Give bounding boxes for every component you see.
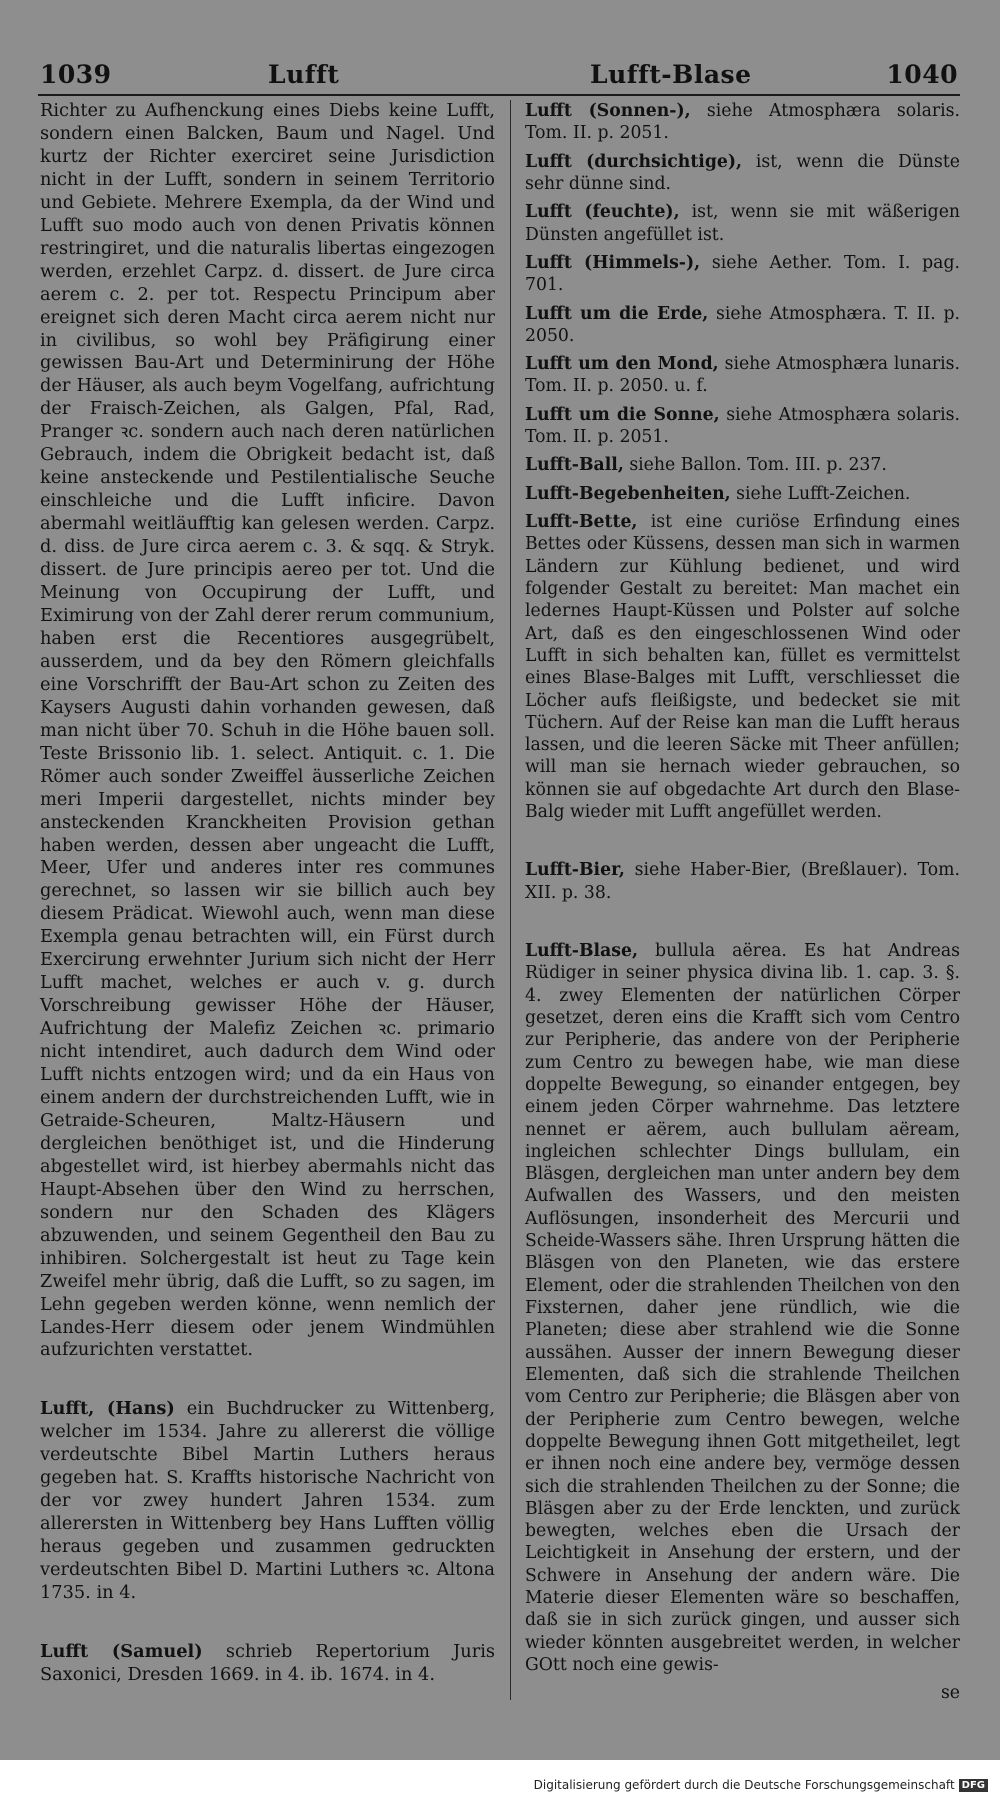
entry-um-die-erde [525,303,960,348]
entry-himmels [525,252,960,297]
entry-text: siehe Haber-Bier, (Breßlauer). Tom. XII. p. 38. [525,860,961,903]
entry-text: siehe Atmosphæra solaris. Tom. II. p. 2051. [525,101,961,144]
entry-text: ist, wenn die Dünste sehr dünne sind. [525,151,960,194]
entry-lemma: Lufft (Sonnen-), [525,101,691,121]
left-column [40,100,495,1687]
entry-lemma: Lufft-Ball, [525,455,624,476]
entry-text: siehe Atmosphæra. T. II. p. 2050. [525,303,961,346]
entry-lufft-samuel [40,1641,495,1687]
entry-text: siehe Atmosphæra lunaris. Tom. II. p. 2050. u. f. [525,354,961,397]
entry-text: bullula aërea. Es hat Andreas Rüdiger in seiner physica divina lib. 1. cap. 3. §. 4. zwey Elementen der natürlichen Cörper gesetzet, deren eins die Krafft sich vom Centro zur Peripherie, das andere von der Peripherie zum Centro zu bewegen habe, wie man diese doppelte Bewegung, so einander entgegen, bey einem jeden Cörper wahrnehme. Das letztere nennet er aërem, auch bullulam aëream, ingleichen schlechter Dings bullulam, ein Bläsgen, dergleichen man unter andern bey dem Aufwallen des Wassers, und den meisten Auflösungen, insonderheit des Mercurii und Scheide-Wassers sähe. Ihren Ursprung hätten die Bläsgen von den Planeten, wie das erstere Element, oder die strahlenden Theilchen von den Fixsternen, daher jene ründlich, wie die Planeten; diese aber strahlend wie die Sonne aussähen. Ausser der innern Bewegung dieser Elementen, daß sich die strahlende Theilchen vom Centro zur Peripherie; die Bläsgen aber von der Peripherie zum Centro bewegen, welche doppelte Bewegung ihnen Gott mitgetheilet, legt er ihnen noch eine andere bey, vermöge dessen sich die strahlenden Theilchen zu der Sonne; die Bläsgen aber zu der Erde lenckten, und zurück bewegten, welches eben die Ursach der Leichtigkeit in Ansehung der erstern, und der Schwere in Ansehung der andern wäre. Die Materie dieser Elementen wäre so beschaffen, daß sie in sich zurück gingen, und ausser sich wieder könnten ausgebreitet werden, in welcher GOtt noch eine gewis- [525,941,961,1675]
entry-text: schrieb Repertorium Juris Saxonici, Dresden 1669. in 4. ib. 1674. in 4. [40,1642,495,1685]
entry-begebenheiten [525,483,960,505]
entry-text: siehe Aether. Tom. I. pag. 701. [525,252,960,296]
entry-um-den-mond [525,353,960,398]
entry-lemma: Lufft-Bier, [525,860,625,881]
left-page-number: 1039 [40,60,112,89]
entry-lemma: Lufft (durchsichtige), [525,151,743,172]
entry-lemma: Lufft, (Hans) [40,1398,175,1420]
entry-lemma: Lufft um die Erde, [525,303,709,324]
right-page-number: 1040 [886,60,958,89]
left-running-title: Lufft [268,60,340,89]
entry-text: siehe Ballon. Tom. III. p. 237. [629,455,887,476]
entry-lemma: Lufft-Blase, [525,941,638,961]
catchword: se [940,1683,960,1704]
entry-lemma: Lufft um den Mond, [525,354,719,375]
entry-um-die-sonne [525,404,960,449]
entry-sonnen [525,100,960,145]
entry-lemma: Lufft um die Sonne, [525,404,720,425]
entry-text: siehe Atmosphæra solaris. Tom. II. p. 2051. [525,404,960,448]
column-divider [510,100,511,1700]
entry-text: ist, wenn sie mit wäßerigen Dünsten angefüllet ist. [525,202,961,245]
entry-text: ein Buchdrucker zu Wittenberg, welcher im 1534. Jahre zu allererst die völlige verdeutschte Bibel Martin Luthers heraus gegeben hat. S. Kraffts historische Nachricht von der vor zwey hundert Jahren 1534. zum allerersten in Wittenberg bey Hans Lufften völlig heraus gegeben und zusammen gedruckten verdeutschten Bibel D. Martini Luthers ꝛc. Altona 1735. in 4. [40,1399,495,1604]
entry-blase [525,940,960,1676]
entry-lemma: Lufft (feuchte), [525,202,680,223]
credit-text: Digitalisierung gefördert durch die Deutsche Forschungsgemeinschaft [533,1778,955,1792]
entry-ball [525,454,960,476]
entry-text: siehe Lufft-Zeichen. [736,483,911,504]
entry-lemma: Lufft (Samuel) [40,1641,203,1662]
entry-lufft-hans [40,1398,495,1605]
entry-durchsichtige [525,151,960,196]
entry-bette [525,511,960,823]
dfg-logo: DFG [959,1779,988,1792]
entry-lemma: Lufft-Begebenheiten, [525,483,731,504]
right-column [525,100,960,1705]
entry-feuchte [525,201,960,246]
header-rule [38,94,960,96]
entry-lemma: Lufft (Himmels-), [525,252,701,273]
entry-bier [525,859,960,904]
continued-paragraph: Richter zu Aufhenckung eines Diebs keine Lufft, sondern einen Balcken, Baum und Nagel. Und kurtz der Richter exerciret seine Jurisdiction nicht in der Lufft, sondern in seinem Territorio und Gebiete. Mehrere Exempla, da der Wind und Lufft suo modo auch von denen Privatis können restringiret, und die naturalis libertas eingezogen werden, erzehlet Carpz. d. dissert. de Jure circa aerem c. 2. per tot. Respectu Principum aber ereignet sich deren Macht circa aerem nicht nur in civilibus, so wohl bey Präfigirung einer gewissen Bau-Art und Determinirung der Höhe der Häuser, als auch beym Vogelfang, aufrichtung der Fraisch-Zeichen, als Galgen, Pfal, Rad, Pranger ꝛc. sondern auch nach deren natürlichen Gebrauch, indem die Obrigkeit bedacht ist, daß keine ansteckende und Pestilentialische Seuche einschleiche und die Lufft inficire. Davon abermahl weitläufftig kan gelesen werden. Carpz. d. diss. de Jure circa aerem c. 3. & sqq. & Stryk. dissert. de Jure principis aereo per tot. Und die Meinung von Occupirung der Lufft, und Eximirung von der Zahl derer rerum communium, haben erst die Recentiores ausgegrübelt, ausserdem, und da bey den Römern gleichfalls eine Vorschrifft der Bau-Art schon zu Zeiten des Kaysers Augusti dahin vorhanden gewesen, daß man nicht über 70. Schuh in die Höhe bauen soll. Teste Brissonio lib. 1. select. Antiquit. c. 1. Die Römer auch sonder Zweiffel äusserliche Zeichen meri Imperii dargestellet, nichts minder bey ansteckenden Kranckheiten Provision gethan haben werden, dessen aber ungeacht die Lufft, Meer, Ufer und anderes inter res communes gerechnet, so lassen wir sie billich auch bey diesem Prädicat. Wiewohl auch, wenn man diese Exempla genau betrachten will, ein Fürst durch Exercirung erwehnter Jurium sich nicht der Herr Lufft machet, welches er auch v. g. durch Vorschreibung gewisser Höhe der Häuser, Aufrichtung der Malefiz Zeichen ꝛc. primario nicht intendiret, auch dadurch dem Wind oder Lufft nichts entzogen wird; und da ein Haus von einem andern der durchstreichenden Lufft, wie in Getraide-Scheuren, Maltz-Häusern und dergleichen benöthiget ist, und die Hinderung abgestellet wird, ist hierbey abermahls nicht das Haupt-Absehen über den Wind zu herrschen, sondern nur den Schaden des Klägers abzuwenden, und seinem Gegentheil den Bau zu inhibiren. Solchergestalt ist heut zu Tage kein Zweifel mehr übrig, daß die Lufft, so zu sagen, im Lehn gegeben werden könne, wenn nemlich der Landes-Herr diesem oder jenem Windmühlen aufzurichten verstattet. [40,101,495,1361]
entry-text: ist eine curiöse Erfindung eines Bettes oder Küssens, dessen man sich in warmen Ländern zur Kühlung bedienet, und wird folgender Gestalt zu bereitet: Man machet ein ledernes Haupt-Küssen und Polster auf solche Art, daß es den eingeschlossenen Wind oder Lufft in sich behalten kan, füllet es vermittelst eines Blase-Balges mit Lufft, verschliesset die Löcher aufs fleißigste, und bedecket sie mit Tüchern. Auf der Reise kan man die Lufft heraus lassen, und die leeren Säcke mit Theer anfüllen; will man sie hernach wieder gebrauchen, so können sie auf obgedachte Art durch den Blase-Balg wieder mit Lufft angefüllet werden. [525,512,961,823]
digitization-credit [0,1778,988,1792]
entry-lemma: Lufft-Bette, [525,512,638,532]
right-running-title: Lufft-Blase [590,60,752,89]
